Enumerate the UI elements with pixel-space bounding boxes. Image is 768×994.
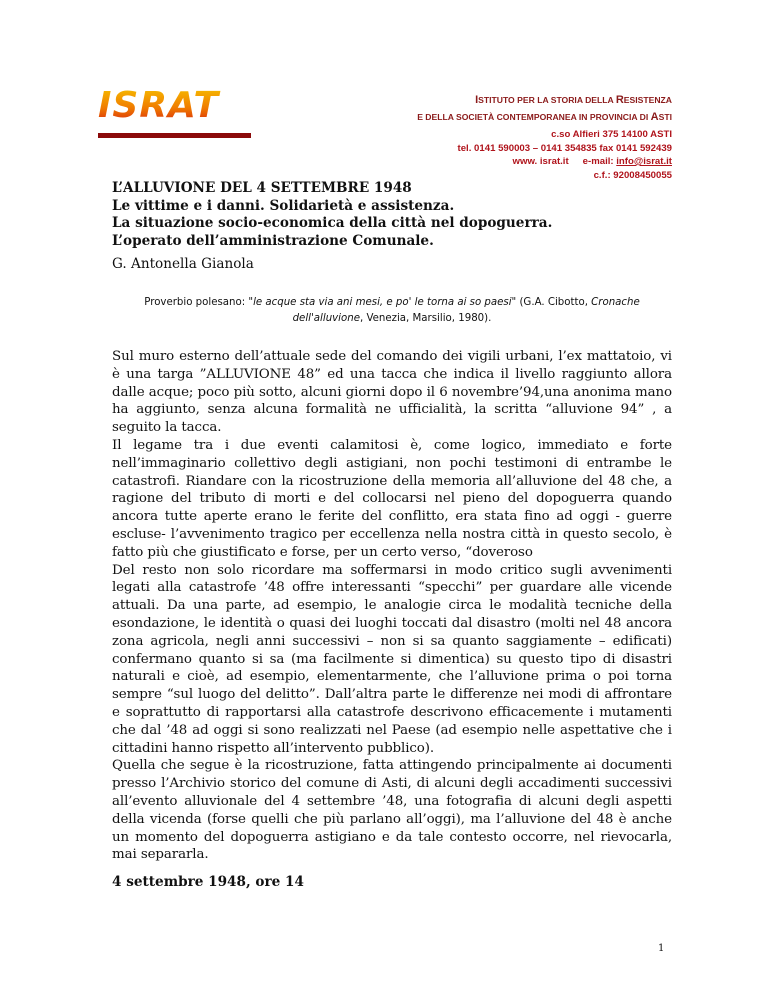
logo-text: ISRAT: [98, 84, 254, 128]
tax-code: c.f.: 92008450055: [593, 169, 672, 181]
institute-line-1: ISTITUTO PER LA STORIA DELLA RESISTENZA: [475, 94, 672, 106]
epigraph: Proverbio polesano: "le acque sta via ani mesi, e po' le torna ai so paesi" (G.A. Cibotto, Cronache dell'alluvione, Venezia, Marsilio, 1980).: [144, 297, 640, 324]
website-link[interactable]: www. israt.it: [512, 156, 569, 167]
email-link[interactable]: info@israt.it: [616, 156, 672, 167]
contact-block: c.so Alfieri 375 14100 ASTI tel. 0141 590003 – 0141 354835 fax 0141 592439 www. israt.it e-mail: info@israt.it c.f.: 92008450055: [457, 129, 672, 181]
paragraph: Il legame tra i due eventi calamitosi è, come logico, immediato e forte nell’immaginario collettivo degli astigiani, non pochi testimoni di entrambe le catastrofi. Riandare con la ricostruzione della memoria all’alluvione del 48 che, a ragione del tributo di morti e del collocarsi nel pieno del dopoguerra quando ancora tutte aperte erano le ferite del conflitto, era stata fino ad oggi - guerre escluse- l’avvenimento tragico per eccellenza nella nostra città in questo secolo, è fatto più che giustificato e forse, per un certo verso, “doveroso: [112, 437, 672, 560]
institute-name: [417, 92, 672, 126]
body-text: [112, 348, 672, 864]
document-title: L’ALLUVIONE DEL 4 SETTEMBRE 1948 Le vittime e i danni. Solidarietà e assistenza. La situazione socio-economica della città nel dopoguerra. L’operato dell’amministrazione Comunale.: [112, 180, 553, 249]
page-number: 1: [658, 943, 665, 954]
address: c.so Alfieri 375 14100 ASTI: [551, 129, 672, 140]
paragraph: Sul muro esterno dell’attuale sede del comando dei vigili urbani, l’ex mattatoio, vi è una targa ”ALLUVIONE 48” ed una tacca che indica il livello raggiunto allora dalle acque; poco più sotto, alcuni giorni dopo il 6 novembre’94,una anonima mano ha aggiunto, senza alcuna formalità ne ufficialità, la scritta “alluvione 94” , a seguito la tacca.: [112, 349, 672, 436]
paragraph: Quella che segue è la ricostruzione, fatta attingendo principalmente ai documenti presso l’Archivio storico del comune di Asti, di alcuni degli accadimenti successivi all’evento alluvionale del 4 settembre ’48, una fotografia di alcuni degli aspetti della vicenda (forse quelli che più parlano all’oggi), ma l’alluvione del 48 è anche un momento del dopoguerra astigiano e da tale contesto occorre, nel rievocarla, mai separarla.: [112, 758, 672, 863]
paragraph: Del resto non solo ricordare ma soffermarsi in modo critico sugli avvenimenti legati alla catastrofe ’48 offre interessanti “specchi” per guardare alle vicende attuali. Da una parte, ad esempio, le analogie circa le modalità tecniche della esondazione, le identità o quasi dei luoghi toccati dal disastro (molti nel 48 ancora zona agricola, negli anni successivi – non si sa quanto saggiamente – edificati) confermano quanto si sa (ma facilmente si dimentica) su questo tipo di disastri naturali e cioè, ad esempio, elementarmente, che l’alluvione prima o poi torna sempre “sul luogo del delitto”. Dall’altra parte le differenze nei modi di affrontare e soprattutto di rapportarsi alla catastrofe descrivono efficacemente i mutamenti che dal ’48 ad oggi si sono realizzati nel Paese (ad esempio nelle aspettative che i cittadini hanno rispetto all’intervento pubblico).: [112, 562, 672, 756]
israt-logo: [98, 84, 254, 142]
section-heading: 4 settembre 1948, ore 14: [112, 874, 304, 890]
institute-line-2: E DELLA SOCIETÀ CONTEMPORANEA IN PROVINCIA DI ASTI: [417, 111, 672, 123]
phone: tel. 0141 590003 – 0141 354835 fax 0141 592439: [457, 142, 672, 154]
logo-underline: [98, 133, 251, 138]
author: G. Antonella Gianola: [112, 256, 254, 272]
